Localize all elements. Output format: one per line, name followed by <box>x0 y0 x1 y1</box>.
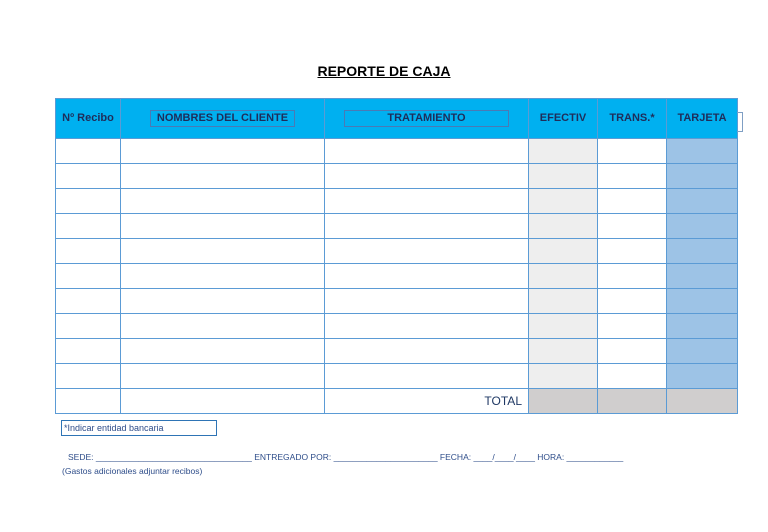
report-title: REPORTE DE CAJA <box>317 63 451 79</box>
total-tarjeta-cell[interactable] <box>667 389 738 414</box>
recibo-cell[interactable] <box>56 339 121 364</box>
trans-cell[interactable] <box>598 314 667 339</box>
efectivo-cell[interactable] <box>529 289 598 314</box>
trans-cell[interactable] <box>598 214 667 239</box>
efectivo-cell[interactable] <box>529 164 598 189</box>
cliente-cell[interactable] <box>121 289 325 314</box>
tratamiento-cell[interactable] <box>325 364 529 389</box>
efectivo-cell[interactable] <box>529 139 598 164</box>
table-row <box>56 239 738 264</box>
table-row <box>56 139 738 164</box>
footer-expenses-note: (Gastos adicionales adjuntar recibos) <box>62 466 203 476</box>
recibo-cell[interactable] <box>56 289 121 314</box>
recibo-cell[interactable] <box>56 364 121 389</box>
efectivo-cell[interactable] <box>529 239 598 264</box>
tarjeta-cell[interactable] <box>667 364 738 389</box>
tratamiento-cell[interactable] <box>325 239 529 264</box>
cliente-cell[interactable] <box>121 314 325 339</box>
recibo-cell[interactable] <box>56 189 121 214</box>
tarjeta-cell[interactable] <box>667 264 738 289</box>
tratamiento-cell[interactable] <box>325 189 529 214</box>
total-trans-cell[interactable] <box>598 389 667 414</box>
header-tratamiento-label: TRATAMIENTO <box>344 110 508 127</box>
trans-cell[interactable] <box>598 364 667 389</box>
efectivo-cell[interactable] <box>529 264 598 289</box>
table-row <box>56 289 738 314</box>
header-recibo-label: Nº Recibo <box>62 112 114 124</box>
cliente-cell[interactable] <box>121 364 325 389</box>
cliente-cell[interactable] <box>121 339 325 364</box>
cliente-cell[interactable] <box>121 214 325 239</box>
tarjeta-cell[interactable] <box>667 164 738 189</box>
recibo-cell[interactable] <box>56 264 121 289</box>
tratamiento-cell[interactable] <box>325 314 529 339</box>
table-row <box>56 314 738 339</box>
header-tratamiento <box>325 99 529 139</box>
trans-cell[interactable] <box>598 164 667 189</box>
table-row <box>56 214 738 239</box>
cash-report-table <box>55 98 738 414</box>
table-row <box>56 264 738 289</box>
tratamiento-cell[interactable] <box>325 264 529 289</box>
recibo-cell[interactable] <box>56 314 121 339</box>
total-row <box>56 389 738 414</box>
table-header-row <box>56 99 738 139</box>
cliente-cell[interactable] <box>121 139 325 164</box>
tarjeta-cell[interactable] <box>667 289 738 314</box>
tarjeta-cell[interactable] <box>667 239 738 264</box>
table-row <box>56 339 738 364</box>
header-efectivo-label: EFECTIV <box>539 112 587 124</box>
efectivo-cell[interactable] <box>529 314 598 339</box>
trans-cell[interactable] <box>598 339 667 364</box>
table-edge-marker <box>737 112 743 132</box>
tarjeta-cell[interactable] <box>667 339 738 364</box>
efectivo-cell[interactable] <box>529 189 598 214</box>
recibo-cell[interactable] <box>56 164 121 189</box>
tratamiento-cell[interactable] <box>325 164 529 189</box>
tarjeta-cell[interactable] <box>667 139 738 164</box>
tratamiento-cell[interactable] <box>325 139 529 164</box>
recibo-cell[interactable] <box>56 139 121 164</box>
trans-cell[interactable] <box>598 189 667 214</box>
cliente-cell[interactable] <box>121 164 325 189</box>
recibo-cell[interactable] <box>56 214 121 239</box>
cliente-cell[interactable] <box>121 189 325 214</box>
efectivo-cell[interactable] <box>529 364 598 389</box>
cliente-cell[interactable] <box>121 239 325 264</box>
bank-note: *Indicar entidad bancaria <box>61 420 217 436</box>
trans-cell[interactable] <box>598 264 667 289</box>
trans-cell[interactable] <box>598 289 667 314</box>
tarjeta-cell[interactable] <box>667 214 738 239</box>
total-label: TOTAL <box>325 389 529 414</box>
trans-cell[interactable] <box>598 239 667 264</box>
header-cliente <box>121 99 325 139</box>
total-efectivo-cell[interactable] <box>529 389 598 414</box>
efectivo-cell[interactable] <box>529 214 598 239</box>
efectivo-cell[interactable] <box>529 339 598 364</box>
header-cliente-label: NOMBRES DEL CLIENTE <box>150 110 295 127</box>
tarjeta-cell[interactable] <box>667 189 738 214</box>
recibo-cell[interactable] <box>56 239 121 264</box>
header-trans-label: TRANS.* <box>609 112 655 124</box>
tratamiento-cell[interactable] <box>325 289 529 314</box>
header-tarjeta-label: TARJETA <box>677 112 727 124</box>
table-row <box>56 364 738 389</box>
tarjeta-cell[interactable] <box>667 314 738 339</box>
header-trans <box>598 99 667 139</box>
header-efectivo <box>529 99 598 139</box>
footer-signature-line: SEDE: _________________________________ ENTREGADO POR: ______________________ FECHA: ____/____/____ HORA: ____________ <box>68 452 624 462</box>
tratamiento-cell[interactable] <box>325 214 529 239</box>
total-cell-cliente <box>121 389 325 414</box>
trans-cell[interactable] <box>598 139 667 164</box>
header-recibo <box>56 99 121 139</box>
table-row <box>56 189 738 214</box>
tratamiento-cell[interactable] <box>325 339 529 364</box>
header-tarjeta <box>667 99 738 139</box>
cliente-cell[interactable] <box>121 264 325 289</box>
table-row <box>56 164 738 189</box>
total-cell-recibo <box>56 389 121 414</box>
